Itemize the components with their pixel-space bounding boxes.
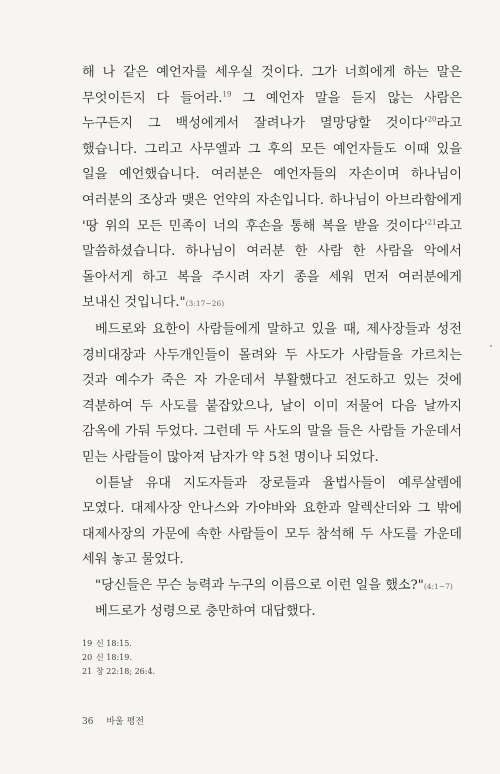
edge-mark — [490, 345, 492, 347]
footnote-number: 19 — [82, 639, 93, 648]
page-number: 36 — [82, 717, 94, 727]
paragraph — [82, 599, 462, 625]
text-run: 라고 했습니다. 그리고 사무엘과 그 후의 모든 예언자들도 이때 있을 일을 예언했습니다. 여러분은 예언자들의 자손이며 하나님이 여러분의 조상과 맺은 언약의 자손입니다. 하나님이 아브라함에게 '땅 위의 모든 민족이 너의 후손을 통해 복을 받을 것이다' — [82, 116, 462, 234]
page-footer — [82, 714, 144, 727]
text-run: 베드로와 요한이 사람들에게 말하고 있을 때, 제사장들과 성전 경비대장과 사두개인들이 몰려와 두 사도가 사람들을 가르치는 것과 예수가 죽은 자 가운데서 부활했다고 전도하고 있는 것에 격분하여 두 사도를 붙잡았으나, 날이 이미 저물어 다음 날까지 감옥에 가둬 두었다. 그런데 두 사도의 말을 들은 사람들 가운데서 믿는 사람들이 많아져 남자가 약 5천 명이나 되었다. — [82, 321, 462, 465]
text-run: 그 예언자 말을 듣지 않는 사람은 누구든지 그 백성에게서 잘려나가 멸망당할 것이다' — [82, 90, 462, 132]
footnote-item — [82, 637, 382, 651]
paragraph — [82, 573, 462, 600]
text-run: 이튿날 유대 지도자들과 장로들과 율법사들이 예루살렘에 모였다. 대제사장 안나스와 가야바와 요한과 알렉산더와 그 밖에 대제사장의 가문에 속한 사람들이 모두 참석해 두 사도를 가운데 세워 놓고 물었다. — [82, 475, 462, 568]
footnote-marker: 20 — [427, 115, 437, 124]
footnote-marker: 21 — [427, 218, 437, 227]
verse-reference: (3:17~26) — [185, 299, 225, 309]
text-run: 라고 말씀하셨습니다. 하나님이 여러분 한 사람 한 사람을 악에서 돌아서게 하고 복을 주시려 자기 종을 세워 먼저 여러분에게 보내신 것입니다." — [82, 218, 462, 311]
text-run: 베드로가 성령으로 충만하여 대답했다. — [95, 604, 316, 620]
text-run: 해 나 같은 예언자를 세우실 것이다. 그가 너희에게 하는 말은 무엇이든지 다 들어라. — [82, 65, 462, 106]
footnote-text: 신 18:19. — [96, 653, 132, 662]
paragraph — [82, 471, 462, 573]
body-text — [82, 60, 462, 625]
footnote-number: 20 — [82, 653, 93, 662]
footnote-item — [82, 665, 382, 679]
footnote-number: 21 — [82, 667, 93, 676]
text-run: "당신들은 무슨 능력과 누구의 이름으로 이런 일을 했소?" — [95, 577, 424, 593]
footnote-text: 창 22:18; 26:4. — [96, 667, 156, 676]
running-title: 바울 평전 — [106, 717, 144, 727]
verse-reference: (4:1~7) — [423, 581, 453, 591]
footnote-text: 신 18:15. — [96, 639, 132, 648]
footnote-marker: 19 — [222, 90, 232, 99]
paragraph — [82, 60, 462, 317]
footnotes — [82, 637, 382, 679]
paragraph — [82, 317, 462, 471]
footnote-item — [82, 651, 382, 665]
